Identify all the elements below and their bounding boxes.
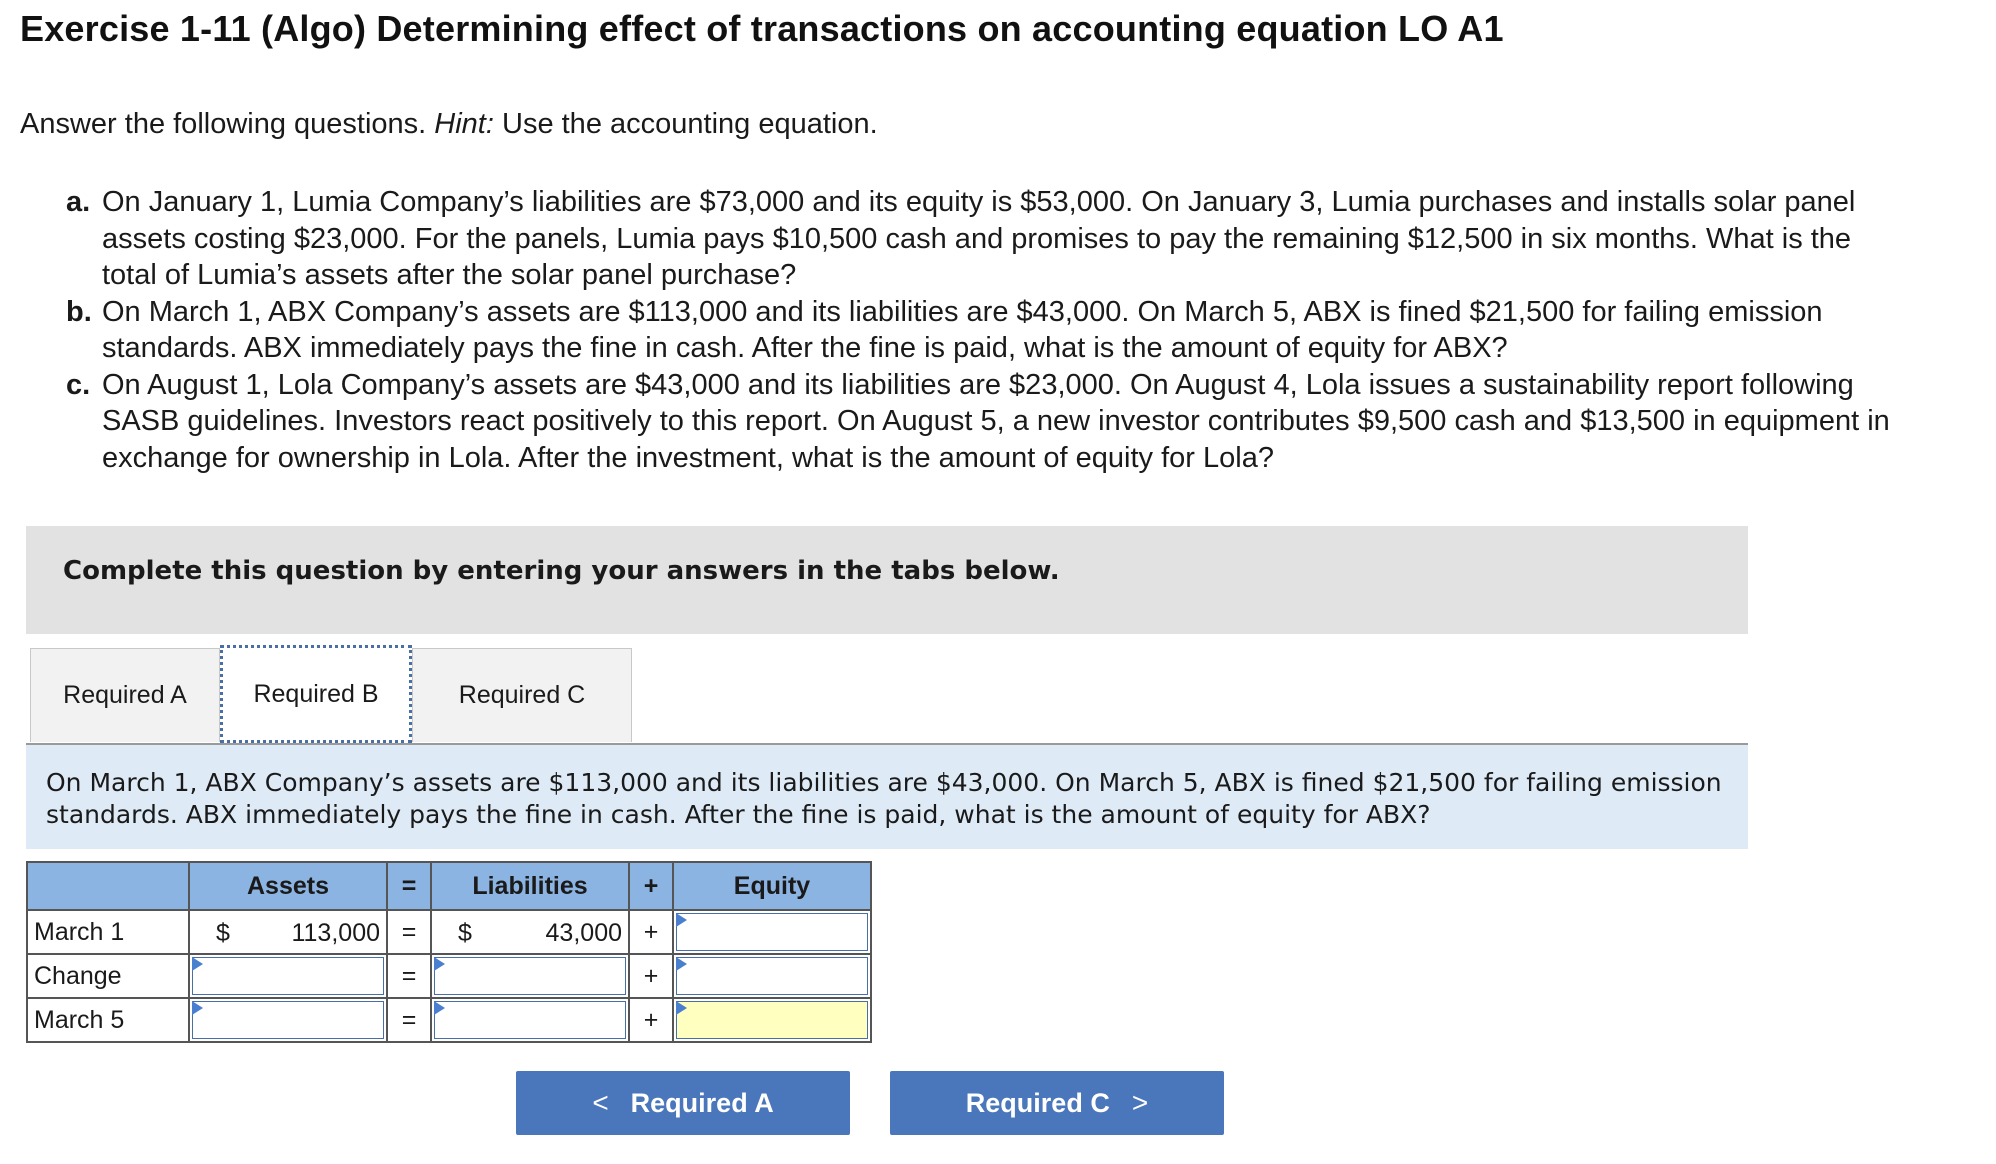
liabilities-march1-cell: [431, 910, 629, 954]
header-blank: [27, 862, 189, 910]
equity-march5-input[interactable]: [673, 998, 871, 1042]
question-list: [66, 184, 1906, 476]
intro-instructions: [20, 108, 878, 141]
prev-required-a-button[interactable]: [516, 1071, 850, 1135]
hint-label: Hint:: [434, 108, 494, 140]
instruction-banner: [26, 526, 1748, 634]
input-box-highlighted[interactable]: [676, 1001, 868, 1039]
equity-march1-input[interactable]: [673, 910, 871, 954]
equals-sign: =: [387, 910, 431, 954]
question-a: [66, 184, 1906, 294]
scenario-text: On March 1, ABX Company’s assets are $113,000 and its liabilities are $43,000. On March 5, ABX is fined $21,500 for failing emission standards. ABX immediately pays the fine in cash. After the fine is paid, what is the amount of equity for ABX?: [26, 745, 1748, 849]
input-flag-icon: [434, 1001, 445, 1015]
table-row: [27, 998, 871, 1042]
table-header-row: [27, 862, 871, 910]
question-letter: a.: [66, 186, 91, 218]
assets-march1-cell: [189, 910, 387, 954]
question-b: [66, 294, 1906, 367]
tab-required-a[interactable]: Required A: [30, 648, 220, 742]
equals-sign: =: [387, 954, 431, 998]
input-flag-icon: [676, 913, 687, 927]
question-letter: b.: [66, 295, 92, 328]
assets-march5-input[interactable]: [189, 998, 387, 1042]
chevron-left-icon: <: [592, 1087, 609, 1118]
input-flag-icon: [676, 1001, 687, 1015]
input-box[interactable]: [192, 1001, 384, 1039]
input-box[interactable]: [676, 957, 868, 995]
input-box[interactable]: [676, 913, 868, 951]
question-letter: c.: [66, 368, 91, 401]
input-flag-icon: [434, 957, 445, 971]
input-flag-icon: [192, 957, 203, 971]
input-box[interactable]: [192, 957, 384, 995]
currency-symbol: $: [458, 919, 472, 947]
row-label: March 5: [27, 998, 189, 1042]
hint-text: Use the accounting equation.: [502, 108, 878, 140]
plus-sign: +: [629, 954, 673, 998]
header-liabilities: Liabilities: [431, 862, 629, 910]
currency-symbol: $: [216, 919, 230, 947]
tab-required-b[interactable]: Required B: [220, 645, 412, 743]
question-c: [66, 367, 1906, 477]
question-text: On August 1, Lola Company’s assets are $43,000 and its liabilities are $23,000. On August 4, Lola issues a sustainability report following SASB guidelines. Investors react positively to this report. On August 5, a new investor contributes $9,500 cash and $13,500 in equipment in exchange for ownership in Lola. After the investment, what is the amount of equity for Lola?: [102, 368, 1890, 474]
row-label: Change: [27, 954, 189, 998]
liabilities-change-input[interactable]: [431, 954, 629, 998]
assets-march1-value: 113,000: [291, 919, 380, 947]
tab-required-c[interactable]: Required C: [412, 648, 632, 742]
input-box[interactable]: [434, 1001, 626, 1039]
next-button-label: Required C: [965, 1087, 1110, 1118]
assets-change-input[interactable]: [189, 954, 387, 998]
table-row: [27, 954, 871, 998]
input-flag-icon: [676, 957, 687, 971]
input-box[interactable]: [434, 957, 626, 995]
chevron-right-icon: >: [1131, 1087, 1149, 1118]
intro-text: Answer the following questions.: [20, 108, 427, 140]
header-plus: +: [629, 862, 673, 910]
equals-sign: =: [387, 998, 431, 1042]
plus-sign: +: [629, 910, 673, 954]
row-label: March 1: [27, 910, 189, 954]
prev-button-label: Required A: [630, 1087, 774, 1118]
input-flag-icon: [192, 1001, 203, 1015]
question-text: On January 1, Lumia Company’s liabilities are $73,000 and its equity is $53,000. On January 3, Lumia purchases and installs solar panel assets costing $23,000. For the panels, Lumia pays $10,500 cash and promises to pay the remaining $12,500 in six months. What is the total of Lumia’s assets after the solar panel purchase?: [102, 186, 1856, 291]
header-equity: Equity: [673, 862, 871, 910]
question-text: On March 1, ABX Company’s assets are $113,000 and its liabilities are $43,000. On March 5, ABX is fined $21,500 for failing emission standards. ABX immediately pays the fine in cash. After the fine is paid, what is the amount of equity for ABX?: [102, 295, 1823, 364]
liabilities-march5-input[interactable]: [431, 998, 629, 1042]
header-assets: Assets: [189, 862, 387, 910]
next-required-c-button[interactable]: [890, 1071, 1224, 1135]
liabilities-march1-value: 43,000: [545, 919, 622, 947]
plus-sign: +: [629, 998, 673, 1042]
equity-change-input[interactable]: [673, 954, 871, 998]
header-equals: =: [387, 862, 431, 910]
table-row: [27, 910, 871, 954]
exercise-title: Exercise 1-11 (Algo) Determining effect of transactions on accounting equation LO A1: [20, 8, 1504, 49]
accounting-equation-table: [26, 861, 872, 1043]
banner-text: Complete this question by entering your answers in the tabs below.: [63, 556, 1060, 586]
